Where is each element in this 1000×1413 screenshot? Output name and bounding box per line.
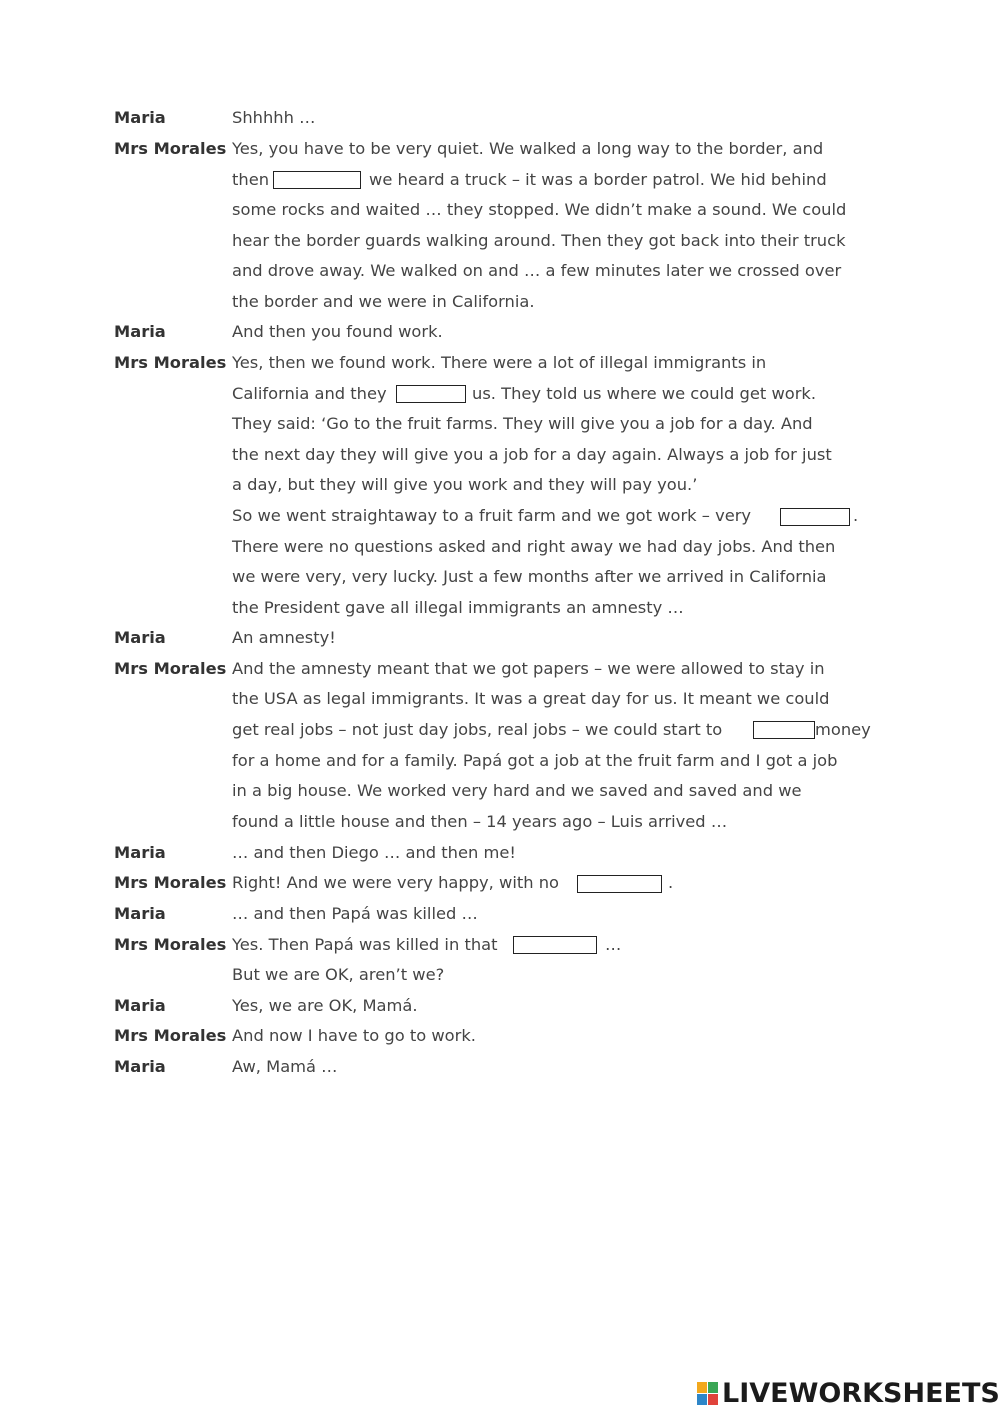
line-text: And now I have to go to work.	[232, 1026, 476, 1045]
line-text: the President gave all illegal immigrants an amnesty …	[232, 598, 684, 617]
line-text-after-blank: …	[605, 935, 622, 954]
answer-blank-6[interactable]	[513, 936, 597, 954]
line-text-after-blank: .	[853, 506, 859, 525]
liveworksheets-logo	[697, 1377, 1000, 1411]
line-text-after-blank: we heard a truck – it was a border patrol. We hid behind	[369, 170, 827, 189]
speaker-name: Mrs Morales	[114, 935, 227, 954]
line-text: … and then Diego … and then me!	[232, 843, 516, 862]
line-text: the USA as legal immigrants. It was a great day for us. It meant we could	[232, 689, 830, 708]
line-text: … and then Papá was killed …	[232, 904, 478, 923]
line-text-after-blank: money	[815, 720, 871, 739]
answer-blank-2[interactable]	[396, 385, 466, 403]
line-text: And the amnesty meant that we got papers – we were allowed to stay in	[232, 659, 825, 678]
logo-wordmark: LIVEWORKSHEETS	[722, 1378, 1000, 1409]
line-text: And then you found work.	[232, 322, 443, 341]
line-text: Yes, you have to be very quiet. We walked a long way to the border, and	[232, 139, 824, 158]
line-text: for a home and for a family. Papá got a job at the fruit farm and I got a job	[232, 751, 838, 770]
answer-blank-3[interactable]	[780, 508, 850, 526]
line-text: a day, but they will give you work and they will pay you.’	[232, 475, 698, 494]
line-text: Aw, Mamá …	[232, 1057, 338, 1076]
line-text: There were no questions asked and right away we had day jobs. And then	[232, 537, 836, 556]
speaker-name: Mrs Morales	[114, 873, 227, 892]
line-text: and drove away. We walked on and … a few minutes later we crossed over	[232, 261, 842, 280]
speaker-name: Maria	[114, 108, 166, 127]
line-text-before-blank: Right! And we were very happy, with no	[232, 873, 560, 892]
line-text: we were very, very lucky. Just a few months after we arrived in California	[232, 567, 827, 586]
line-text-before-blank: California and they	[232, 384, 387, 403]
dialogue-line	[0, 168, 1000, 192]
line-text: They said: ‘Go to the fruit farms. They will give you a job for a day. And	[232, 414, 813, 433]
answer-blank-1[interactable]	[273, 171, 361, 189]
line-text: Yes, we are OK, Mamá.	[232, 996, 418, 1015]
line-text: An amnesty!	[232, 628, 336, 647]
line-text-before-blank: Yes. Then Papá was killed in that	[232, 935, 498, 954]
speaker-name: Mrs Morales	[114, 353, 227, 372]
speaker-name: Mrs Morales	[114, 139, 227, 158]
answer-blank-4[interactable]	[753, 721, 815, 739]
line-text: some rocks and waited … they stopped. We didn’t make a sound. We could	[232, 200, 847, 219]
dialogue-line	[0, 871, 1000, 895]
speaker-name: Maria	[114, 904, 166, 923]
line-text: Yes, then we found work. There were a lot of illegal immigrants in	[232, 353, 767, 372]
liveworksheets-logo-icon	[697, 1382, 719, 1406]
speaker-name: Maria	[114, 628, 166, 647]
line-text-before-blank: then	[232, 170, 270, 189]
speaker-name: Mrs Morales	[114, 1026, 227, 1045]
dialogue-line	[0, 718, 1000, 742]
line-text: the border and we were in California.	[232, 292, 535, 311]
answer-blank-5[interactable]	[577, 875, 662, 893]
line-text-before-blank: get real jobs – not just day jobs, real jobs – we could start to	[232, 720, 723, 739]
dialogue-line	[0, 933, 1000, 957]
speaker-name: Maria	[114, 1057, 166, 1076]
line-text: hear the border guards walking around. Then they got back into their truck	[232, 231, 846, 250]
line-text: Shhhhh …	[232, 108, 316, 127]
speaker-name: Maria	[114, 843, 166, 862]
speaker-name: Maria	[114, 322, 166, 341]
dialogue-line	[0, 382, 1000, 406]
line-text: in a big house. We worked very hard and we saved and saved and we	[232, 781, 802, 800]
line-text: the next day they will give you a job for a day again. Always a job for just	[232, 445, 832, 464]
line-text-after-blank: .	[668, 873, 674, 892]
line-text-before-blank: So we went straightaway to a fruit farm and we got work – very	[232, 506, 752, 525]
line-text: found a little house and then – 14 years ago – Luis arrived …	[232, 812, 728, 831]
speaker-name: Maria	[114, 996, 166, 1015]
line-text-after-blank: us. They told us where we could get work.	[472, 384, 817, 403]
speaker-name: Mrs Morales	[114, 659, 227, 678]
line-text: But we are OK, aren’t we?	[232, 965, 445, 984]
dialogue-line	[0, 504, 1000, 528]
